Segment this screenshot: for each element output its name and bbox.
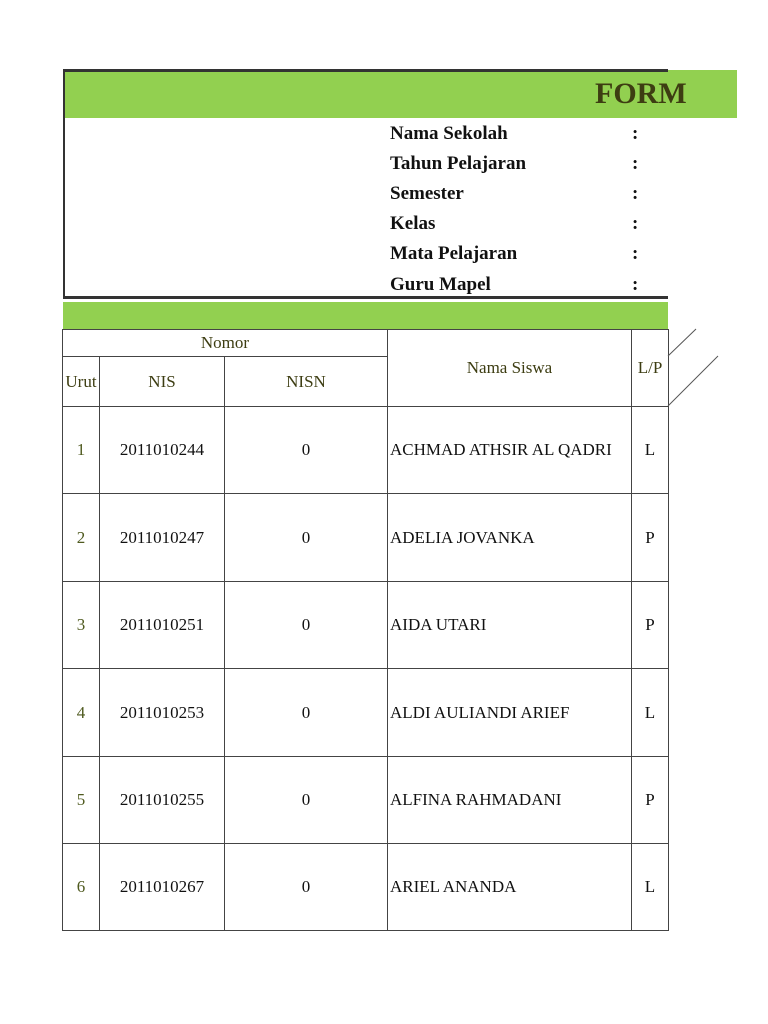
cell-nis: 2011010255	[100, 757, 225, 844]
cell-lp: P	[632, 757, 669, 844]
info-row-teacher	[390, 270, 650, 300]
school-colon: :	[632, 123, 639, 144]
cell-nis: 2011010244	[100, 407, 225, 494]
cell-nis: 2011010267	[100, 844, 225, 931]
info-row-year	[390, 149, 650, 179]
cell-nisn: 0	[225, 407, 388, 494]
cell-nama: ACHMAD ATHSIR AL QADRI	[388, 407, 632, 494]
cell-lp: P	[632, 582, 669, 669]
cell-nisn: 0	[225, 582, 388, 669]
info-row-subject	[390, 239, 650, 269]
header-nisn: NISN	[225, 357, 388, 407]
semester-label: Semester	[390, 183, 464, 204]
cell-nis: 2011010253	[100, 669, 225, 757]
cell-urut: 2	[63, 494, 100, 582]
cell-urut: 3	[63, 582, 100, 669]
cell-lp: P	[632, 494, 669, 582]
diagonal-line-1	[668, 329, 696, 356]
cell-nisn: 0	[225, 669, 388, 757]
cell-nisn: 0	[225, 757, 388, 844]
diagonal-line-2	[668, 356, 718, 406]
cell-nis: 2011010251	[100, 582, 225, 669]
cell-urut: 4	[63, 669, 100, 757]
cell-nisn: 0	[225, 844, 388, 931]
semester-colon: :	[632, 183, 639, 204]
subject-colon: :	[632, 243, 639, 264]
header-lp: L/P	[632, 330, 669, 407]
diagonal-lines	[668, 326, 722, 410]
year-colon: :	[632, 153, 639, 174]
info-row-class	[390, 209, 650, 239]
cell-urut: 5	[63, 757, 100, 844]
cell-lp: L	[632, 407, 669, 494]
cell-nisn: 0	[225, 494, 388, 582]
class-colon: :	[632, 213, 639, 234]
cell-urut: 1	[63, 407, 100, 494]
info-row-semester	[390, 179, 650, 209]
header-nama-siswa: Nama Siswa	[388, 330, 632, 407]
cell-nis: 2011010247	[100, 494, 225, 582]
cell-nama: ARIEL ANANDA	[388, 844, 632, 931]
header-nis: NIS	[100, 357, 225, 407]
cell-nama: ALFINA RAHMADANI	[388, 757, 632, 844]
cell-nama: ALDI AULIANDI ARIEF	[388, 669, 632, 757]
cell-urut: 6	[63, 844, 100, 931]
green-strip	[63, 302, 668, 329]
cell-lp: L	[632, 669, 669, 757]
year-label: Tahun Pelajaran	[390, 153, 527, 174]
form-title: FORM	[595, 77, 687, 110]
cell-lp: L	[632, 844, 669, 931]
school-label: Nama Sekolah	[390, 123, 508, 144]
teacher-label: Guru Mapel	[390, 274, 491, 295]
teacher-colon: :	[632, 274, 639, 295]
header-urut: Urut	[63, 357, 100, 407]
subject-label: Mata Pelajaran	[390, 243, 518, 264]
cell-nama: ADELIA JOVANKA	[388, 494, 632, 582]
cell-nama: AIDA UTARI	[388, 582, 632, 669]
class-label: Kelas	[390, 213, 436, 234]
info-row-school	[390, 119, 650, 149]
header-nomor: Nomor	[63, 330, 388, 357]
